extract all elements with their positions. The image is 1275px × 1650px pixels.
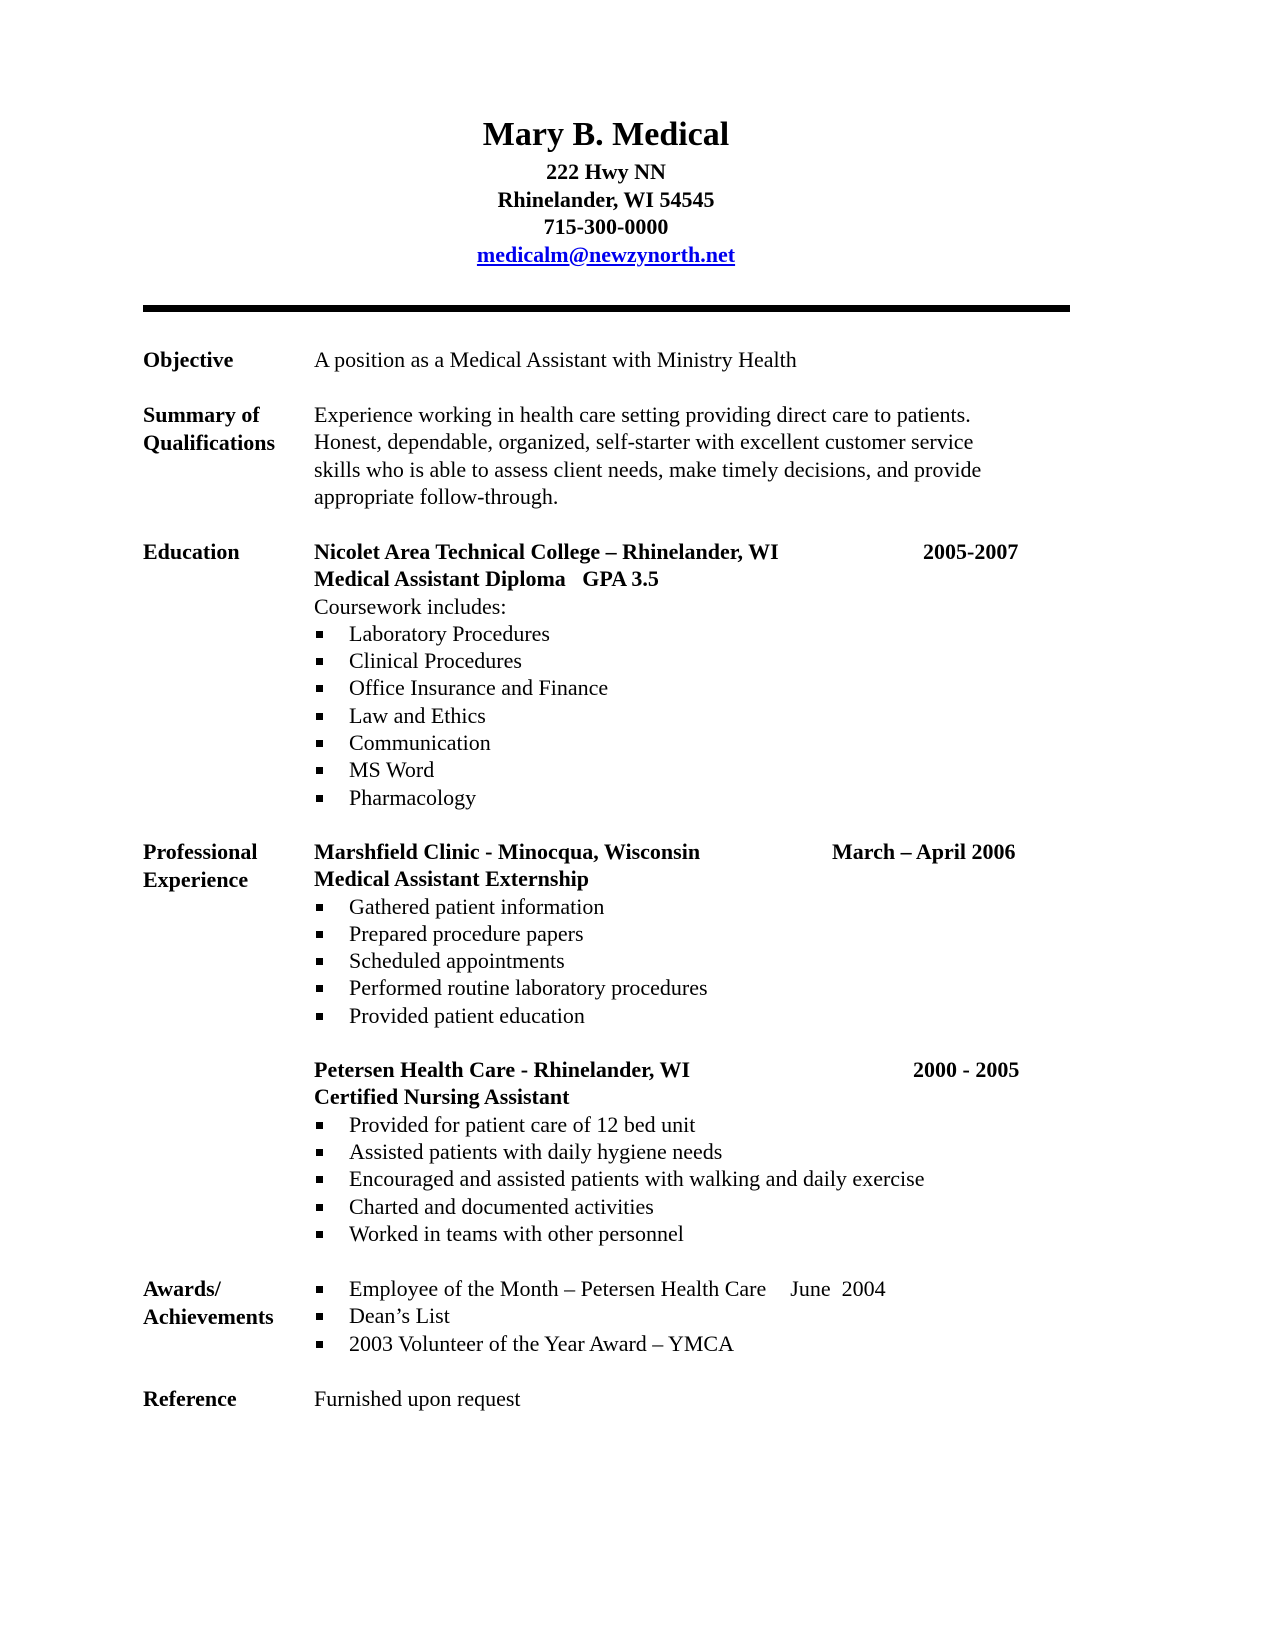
reference-label: Reference [143,1386,237,1411]
bullet-icon [316,904,323,911]
list-item: Worked in teams with other personnel [314,1220,1054,1247]
employer: Marshfield Clinic - Minocqua, Wisconsin [314,839,701,864]
bullet-icon [316,931,323,938]
awards-label-line2: Achievements [143,1303,274,1329]
bullet-icon [316,713,323,720]
employer: Petersen Health Care - Rhinelander, WI [314,1057,691,1083]
bullet-icon [316,767,323,774]
list-item: Scheduled appointments [314,947,1054,974]
bullet-icon [316,985,323,992]
list-item: Performed routine laboratory procedures [314,974,1054,1001]
email-link[interactable]: medicalm@newzynorth.net [476,241,736,267]
bullet-icon [316,1149,323,1156]
bullet-icon [316,1341,323,1348]
list-item [314,1275,1054,1302]
award-text: Employee of the Month – Petersen Health Care [349,1276,767,1301]
job-dates: March – April 2006 [832,839,1016,864]
experience-content [314,838,1054,1247]
summary-line: Experience working in health care setting providing direct care to patients. [314,402,971,427]
education-dates: 2005-2007 [923,539,1019,564]
list-item: Encouraged and assisted patients with walking and daily exercise [314,1165,1054,1192]
bullet-icon [316,740,323,747]
applicant-name: Mary B. Medical [482,116,730,153]
bullet-icon [316,631,323,638]
list-item: Provided patient education [314,1002,1054,1029]
list-item: Assisted patients with daily hygiene needs [314,1138,1054,1165]
list-item: Laboratory Procedures [314,620,1054,647]
coursework-list [314,620,1054,811]
list-item [314,1330,1054,1357]
job-title: Certified Nursing Assistant [314,1084,570,1110]
list-item [314,1302,1054,1329]
duties-list [314,893,1054,1029]
bullet-icon [316,1013,323,1020]
bullet-icon [316,1286,323,1293]
summary-line: skills who is able to assess client needs, make timely decisions, and provide [314,456,982,482]
experience-label-line1: Professional [143,839,258,864]
list-item: Clinical Procedures [314,647,1054,674]
summary-line: Honest, dependable, organized, self-starter with excellent customer service [314,429,974,455]
awards-list [314,1275,1054,1357]
header-divider [143,305,1070,312]
awards-content [314,1275,1054,1357]
bullet-icon [316,958,323,965]
school-name: Nicolet Area Technical College – Rhinelander, WI [314,539,779,564]
education-label: Education [143,539,240,564]
summary-label [143,401,313,456]
job-title: Medical Assistant Externship [314,866,590,892]
bullet-icon [316,1176,323,1183]
summary-text [314,401,1054,510]
bullet-icon [316,795,323,802]
summary-line: appropriate follow-through. [314,483,559,509]
education-content [314,538,1054,811]
phone-number: 715-300-0000 [543,214,669,239]
list-item: Prepared procedure papers [314,920,1054,947]
awards-label-line1: Awards/ [143,1276,221,1301]
awards-label [143,1275,313,1330]
list-item: Office Insurance and Finance [314,674,1054,701]
objective-text: A position as a Medical Assistant with Ministry Health [314,347,797,372]
job-dates: 2000 - 2005 [913,1057,1020,1083]
list-item: Law and Ethics [314,702,1054,729]
job-entry [314,1056,1054,1247]
list-item: Pharmacology [314,784,1054,811]
bullet-icon [316,1231,323,1238]
list-item: Communication [314,729,1054,756]
job-entry [314,838,1054,1029]
award-text: Dean’s List [349,1303,450,1329]
summary-label-line1: Summary of [143,402,260,427]
address-city: Rhinelander, WI 54545 [497,186,715,212]
duties-list [314,1111,1054,1247]
address-street: 222 Hwy NN [546,159,666,184]
objective-label: Objective [143,347,234,372]
experience-label [143,838,313,893]
bullet-icon [316,1313,323,1320]
bullet-icon [316,1122,323,1129]
bullet-icon [316,685,323,692]
coursework-intro: Coursework includes: [314,593,507,619]
list-item: Gathered patient information [314,893,1054,920]
bullet-icon [316,1204,323,1211]
reference-text: Furnished upon request [314,1386,521,1411]
list-item: Charted and documented activities [314,1193,1054,1220]
degree: Medical Assistant Diploma GPA 3.5 [314,566,659,592]
resume-header [0,112,1212,268]
list-item: MS Word [314,756,1054,783]
award-date: June 2004 [790,1276,886,1301]
award-text: 2003 Volunteer of the Year Award – YMCA [349,1330,734,1356]
list-item: Provided for patient care of 12 bed unit [314,1111,1054,1138]
summary-label-line2: Qualifications [143,429,276,455]
bullet-icon [316,658,323,665]
experience-label-line2: Experience [143,866,249,892]
